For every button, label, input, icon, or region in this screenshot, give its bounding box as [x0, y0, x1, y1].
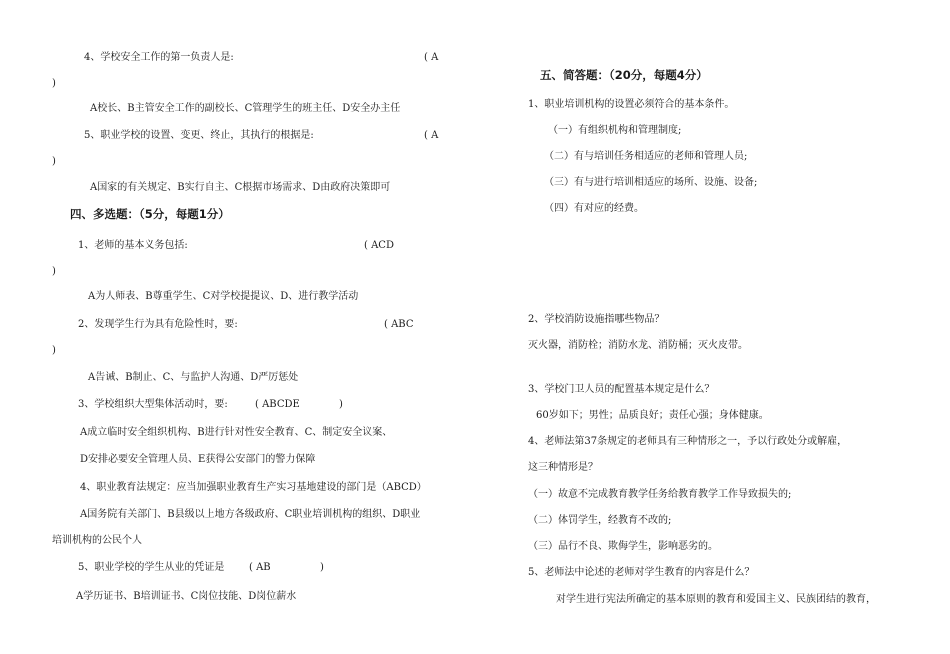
answer-text: （四）有对应的经费。	[544, 203, 644, 214]
question-text: 4、职业教育法规定：应当加强职业教育生产实习基地建设的部门是（ABCD）	[80, 482, 427, 493]
answer-close: )	[52, 156, 56, 167]
options-text: D安排必要安全管理人员、E获得公安部门的警力保障	[80, 454, 316, 465]
section-heading: 四、多选题：（5分，每题1分）	[70, 207, 230, 221]
options-text: A告诫、B制止、C、与监护人沟通、D严厉惩处	[88, 372, 299, 383]
question-text: 2、学校消防设施指哪些物品？	[528, 314, 665, 325]
answer-text: 灭火器，消防栓；消防水龙、消防桶；灭火皮带。	[528, 340, 748, 351]
answer-text: （二）体罚学生，经教育不改的;	[528, 515, 672, 526]
options-text: A学历证书、B培训证书、C岗位技能、D岗位薪水	[76, 591, 297, 602]
answer-close: )	[52, 266, 56, 277]
answer-text: 60岁如下；男性；品质良好；责任心强；身体健康。	[536, 410, 769, 421]
question-text: 2、发现学生行为具有危险性时，要:	[78, 319, 238, 330]
options-text: A国务院有关部门、B县级以上地方各级政府、C职业培训机构的组织、D职业	[80, 509, 421, 520]
question-text: 3、学校门卫人员的配置基本规定是什么？	[528, 384, 715, 395]
question-text: 5、老师法中论述的老师对学生教育的内容是什么？	[528, 567, 755, 578]
answer-close: )	[320, 562, 324, 573]
question-text: 3、学校组织大型集体活动时，要:	[78, 399, 228, 410]
options-text: 培训机构的公民个人	[52, 535, 142, 546]
answer-text: ( ABCDE	[255, 399, 300, 410]
answer-text: ( A	[424, 130, 439, 141]
answer-text: （三）有与进行培训相适应的场所、设施、设备;	[544, 177, 758, 188]
question-text: 4、老师法第37条规定的老师具有三种情形之一，予以行政处分或解雇，	[528, 436, 848, 447]
answer-close: )	[339, 399, 343, 410]
options-text: A成立临时安全组织机构、B进行针对性安全教育、C、制定安全议案、	[80, 427, 393, 438]
answer-text: 对学生进行宪法所确定的基本原则的教育和爱国主义、民族团结的教育，	[556, 594, 876, 605]
question-text: 5、职业学校的设置、变更、终止，其执行的根据是:	[84, 130, 314, 141]
options-text: A校长、B主管安全工作的副校长、C管理学生的班主任、D安全办主任	[90, 103, 401, 114]
answer-close: )	[52, 345, 56, 356]
answer-close: )	[52, 78, 56, 89]
answer-text: （三）品行不良、欺侮学生，影响恶劣的。	[528, 541, 718, 552]
options-text: A为人师表、B尊重学生、C对学校提提议、D、进行教学活动	[88, 291, 359, 302]
answer-text: （一）有组织机构和管理制度;	[548, 125, 682, 136]
answer-text: ( ABC	[384, 319, 414, 330]
answer-text: ( ACD	[364, 240, 394, 251]
answer-text: ( A	[424, 52, 439, 63]
question-text: 4、学校安全工作的第一负责人是:	[84, 52, 234, 63]
question-text: 这三种情形是？	[528, 462, 598, 473]
question-text: 5、职业学校的学生从业的凭证是	[78, 562, 225, 573]
question-text: 1、职业培训机构的设置必须符合的基本条件。	[528, 99, 735, 110]
answer-text: （一）故意不完成教育教学任务给教育教学工作导致损失的;	[528, 489, 792, 500]
answer-text: ( AB	[249, 562, 271, 573]
section-heading: 五、简答题：（20分，每题4分）	[540, 68, 708, 82]
answer-text: （二）有与培训任务相适应的老师和管理人员;	[544, 151, 748, 162]
options-text: A国家的有关规定、B实行自主、C根据市场需求、D由政府决策即可	[90, 182, 391, 193]
question-text: 1、老师的基本义务包括:	[78, 240, 188, 251]
